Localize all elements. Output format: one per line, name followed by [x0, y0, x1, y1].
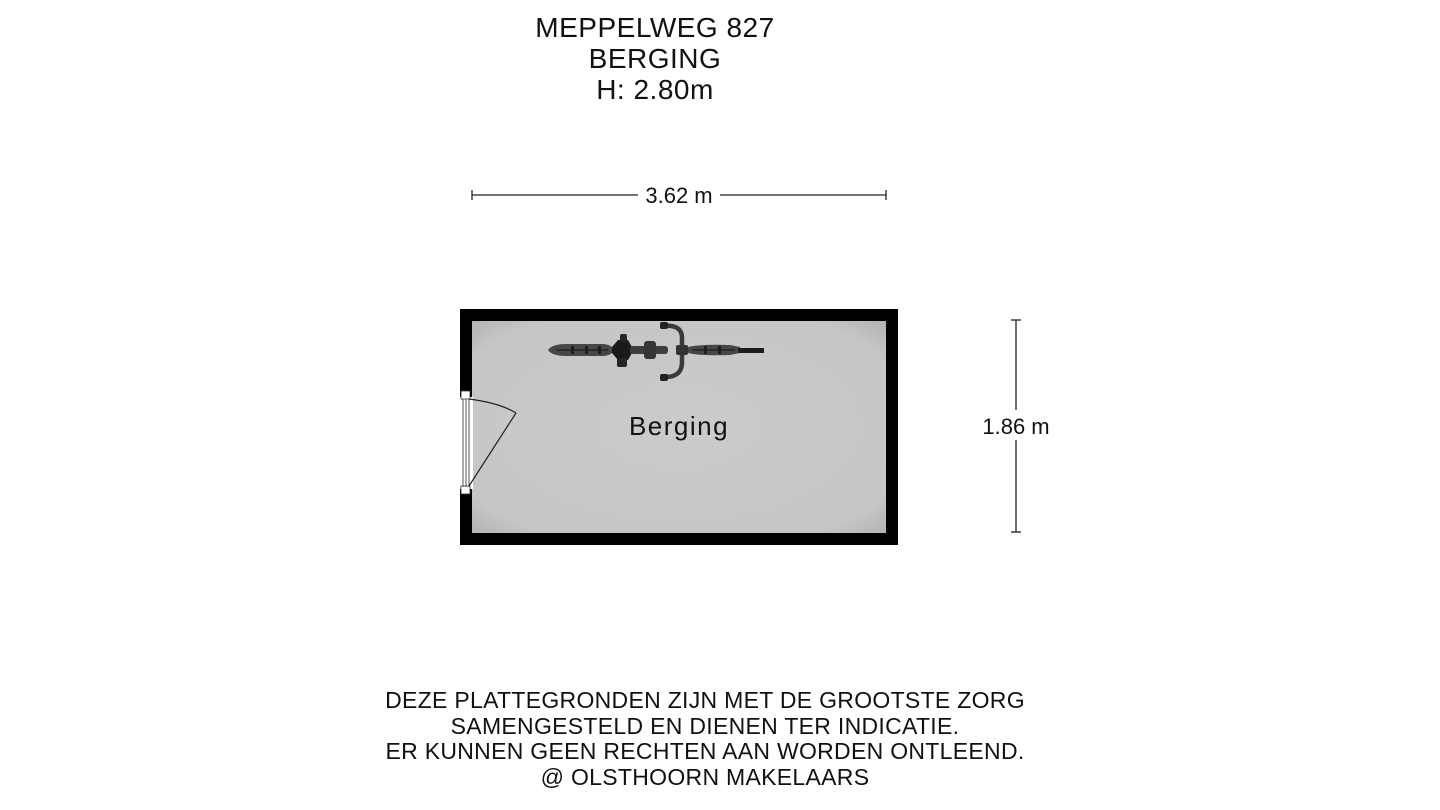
width-label: 3.62 m [645, 183, 713, 208]
address-title: MEPPELWEG 827 [535, 12, 775, 43]
depth-label: 1.86 m [982, 414, 1050, 439]
room-label: Berging [628, 411, 730, 441]
disclaimer-line: DEZE PLATTEGRONDEN ZIJN MET DE GROOTSTE ZORG [385, 687, 1025, 713]
copyright-line: @ OLSTHOORN MAKELAARS [540, 763, 870, 790]
disclaimer-line: SAMENGESTELD EN DIENEN TER INDICATIE. [450, 712, 960, 739]
depth-dimension [982, 320, 1049, 532]
ceiling-height: H: 2.80m [596, 74, 714, 105]
disclaimer [305, 688, 1105, 790]
width-dimension [472, 183, 886, 208]
room-title: BERGING [588, 43, 722, 74]
disclaimer-line: ER KUNNEN GEEN RECHTEN AAN WORDEN ONTLEEND. [385, 738, 1025, 764]
